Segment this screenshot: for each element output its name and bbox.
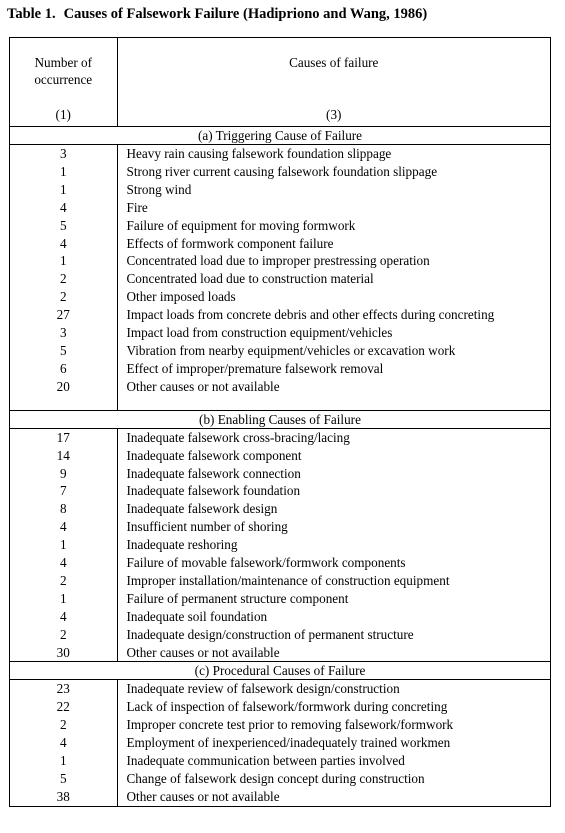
failure-cause-cell: Inadequate falsework connection xyxy=(126,465,301,481)
failure-cause-cell: Inadequate design/construction of permanent structure xyxy=(126,626,414,642)
table-header-row xyxy=(10,38,550,127)
occurrence-count-cell: 4 xyxy=(10,608,117,626)
occurrence-count-cell: 4 xyxy=(10,518,117,536)
occurrence-count-cell: 6 xyxy=(10,360,117,378)
table-row xyxy=(10,252,550,270)
table-row xyxy=(10,145,550,163)
table-row xyxy=(10,482,550,500)
failure-cause-cell: Inadequate falsework design xyxy=(126,501,278,517)
failure-cause-cell: Insufficient number of shoring xyxy=(126,519,288,535)
failure-cause-cell: Effects of formwork component failure xyxy=(126,235,334,251)
failure-cause-cell: Inadequate reshoring xyxy=(126,537,238,553)
table-row xyxy=(10,378,550,396)
spacer-cell xyxy=(10,396,117,411)
failure-cause-cell: Strong river current causing falsework foundation slippage xyxy=(126,163,438,179)
failure-cause-cell: Lack of inspection of falsework/formwork during concreting xyxy=(126,699,448,715)
occurrence-count-cell: 1 xyxy=(10,163,117,181)
occurrence-count-cell: 22 xyxy=(10,698,117,716)
occurrence-count-cell: 8 xyxy=(10,500,117,518)
table-row xyxy=(10,306,550,324)
failure-cause-cell: Effect of improper/premature falsework removal xyxy=(126,360,384,376)
occurrence-count-cell: 2 xyxy=(10,270,117,288)
table-row xyxy=(10,270,550,288)
table-row xyxy=(10,500,550,518)
table-row xyxy=(10,770,550,788)
failure-cause-cell: Fire xyxy=(126,199,148,215)
occurrence-count-cell: 1 xyxy=(10,181,117,199)
occurrence-count-cell: 1 xyxy=(10,590,117,608)
occurrence-count-cell: 3 xyxy=(10,324,117,342)
occurrence-count-cell: 4 xyxy=(10,199,117,217)
header-cell-causes xyxy=(117,38,550,127)
failure-cause-cell: Inadequate falsework foundation xyxy=(126,483,301,499)
section-header-row xyxy=(10,662,550,680)
table-row xyxy=(10,554,550,572)
failure-cause-cell: Change of falsework design concept during construction xyxy=(126,771,425,786)
occurrence-count-cell: 2 xyxy=(10,572,117,590)
occurrence-count-cell: 7 xyxy=(10,482,117,500)
occurrence-count-cell: 1 xyxy=(10,752,117,770)
occurrence-count-cell: 27 xyxy=(10,306,117,324)
table-row xyxy=(10,324,550,342)
table-row xyxy=(10,163,550,181)
section-title: (b) Enabling Causes of Failure xyxy=(10,410,550,428)
table-row xyxy=(10,447,550,465)
table-row xyxy=(10,716,550,734)
table-row xyxy=(10,680,550,698)
section-title: (c) Procedural Causes of Failure xyxy=(10,662,550,680)
failure-cause-cell: Inadequate falsework cross-bracing/lacing xyxy=(126,429,350,445)
failure-cause-cell: Impact loads from concrete debris and other effects during concreting xyxy=(126,307,495,323)
occurrence-count-cell: 20 xyxy=(10,378,117,396)
table-row xyxy=(10,360,550,378)
column-number-1: (1) xyxy=(55,107,71,122)
occurrence-count-cell: 2 xyxy=(10,288,117,306)
table-row xyxy=(10,536,550,554)
failure-cause-cell: Other causes or not available xyxy=(126,788,280,804)
occurrence-count-cell: 3 xyxy=(10,145,117,163)
table-row xyxy=(10,734,550,752)
failure-cause-cell: Strong wind xyxy=(126,181,192,197)
table-row xyxy=(10,288,550,306)
occurrence-count-cell: 1 xyxy=(10,252,117,270)
failure-cause-cell: Concentrated load due to construction material xyxy=(126,271,374,287)
table-row xyxy=(10,788,550,806)
occurrence-count-cell: 4 xyxy=(10,554,117,572)
failure-cause-cell: Inadequate communication between parties involved xyxy=(126,753,405,769)
occurrence-count-cell: 23 xyxy=(10,680,117,698)
table-row xyxy=(10,235,550,253)
table-row xyxy=(10,644,550,662)
failure-cause-cell: Improper installation/maintenance of construction equipment xyxy=(126,572,450,588)
occurrence-count-cell: 5 xyxy=(10,770,117,788)
column-number-3: (3) xyxy=(326,107,342,122)
occurrence-count-cell: 4 xyxy=(10,235,117,253)
failure-cause-cell: Employment of inexperienced/inadequately trained workmen xyxy=(126,735,451,751)
occurrence-count-cell: 2 xyxy=(10,716,117,734)
occurrence-count-cell: 9 xyxy=(10,465,117,483)
occurrence-count-cell: 4 xyxy=(10,734,117,752)
failure-cause-cell: Heavy rain causing falsework foundation slippage xyxy=(126,146,392,161)
failure-cause-cell: Impact load from construction equipment/vehicles xyxy=(126,325,393,341)
failure-cause-cell: Other causes or not available xyxy=(126,378,280,394)
table-row xyxy=(10,181,550,199)
failure-cause-cell: Failure of equipment for moving formwork xyxy=(126,217,356,233)
table-row xyxy=(10,572,550,590)
failure-cause-cell: Vibration from nearby equipment/vehicles or excavation work xyxy=(126,342,456,358)
spacer-cell xyxy=(117,396,550,411)
failure-cause-cell: Failure of permanent structure component xyxy=(126,590,349,606)
table-row xyxy=(10,518,550,536)
table-number: Table 1. xyxy=(7,6,56,22)
occurrence-count-cell: 17 xyxy=(10,428,117,446)
table-row xyxy=(10,342,550,360)
section-title: (a) Triggering Cause of Failure xyxy=(10,127,550,145)
table-row xyxy=(10,199,550,217)
occurrence-count-cell: 14 xyxy=(10,447,117,465)
table-row xyxy=(10,428,550,446)
failure-cause-cell: Inadequate review of falsework design/construction xyxy=(126,681,400,697)
table-row xyxy=(10,752,550,770)
failure-cause-cell: Concentrated load due to improper prestressing operation xyxy=(126,253,430,269)
failure-cause-cell: Inadequate soil foundation xyxy=(126,608,268,624)
table-row xyxy=(10,590,550,608)
column-header-occurrence: Number of occurrence xyxy=(34,55,93,87)
section-header-row xyxy=(10,410,550,428)
occurrence-count-cell: 5 xyxy=(10,342,117,360)
occurrence-count-cell: 30 xyxy=(10,644,117,662)
table-row xyxy=(10,465,550,483)
failure-cause-cell: Failure of movable falsework/formwork components xyxy=(126,555,406,571)
section-header-row xyxy=(10,127,550,145)
failure-causes-table xyxy=(9,37,551,807)
occurrence-count-cell: 2 xyxy=(10,626,117,644)
occurrence-count-cell: 5 xyxy=(10,217,117,235)
failure-cause-cell: Other imposed loads xyxy=(126,289,236,305)
failure-cause-cell: Other causes or not available xyxy=(126,644,280,660)
failure-cause-cell: Inadequate falsework component xyxy=(126,447,302,463)
table-caption xyxy=(7,6,427,23)
table-title: Causes of Falsework Failure (Hadipriono and Wang, 1986) xyxy=(63,6,428,22)
table-row xyxy=(10,608,550,626)
section-spacer-row xyxy=(10,396,550,411)
occurrence-count-cell: 38 xyxy=(10,788,117,806)
table-row xyxy=(10,626,550,644)
column-header-causes: Causes of failure xyxy=(289,55,379,70)
table-row xyxy=(10,698,550,716)
failure-cause-cell: Improper concrete test prior to removing falsework/formwork xyxy=(126,717,454,733)
header-cell-occurrence xyxy=(10,38,117,127)
table-row xyxy=(10,217,550,235)
occurrence-count-cell: 1 xyxy=(10,536,117,554)
